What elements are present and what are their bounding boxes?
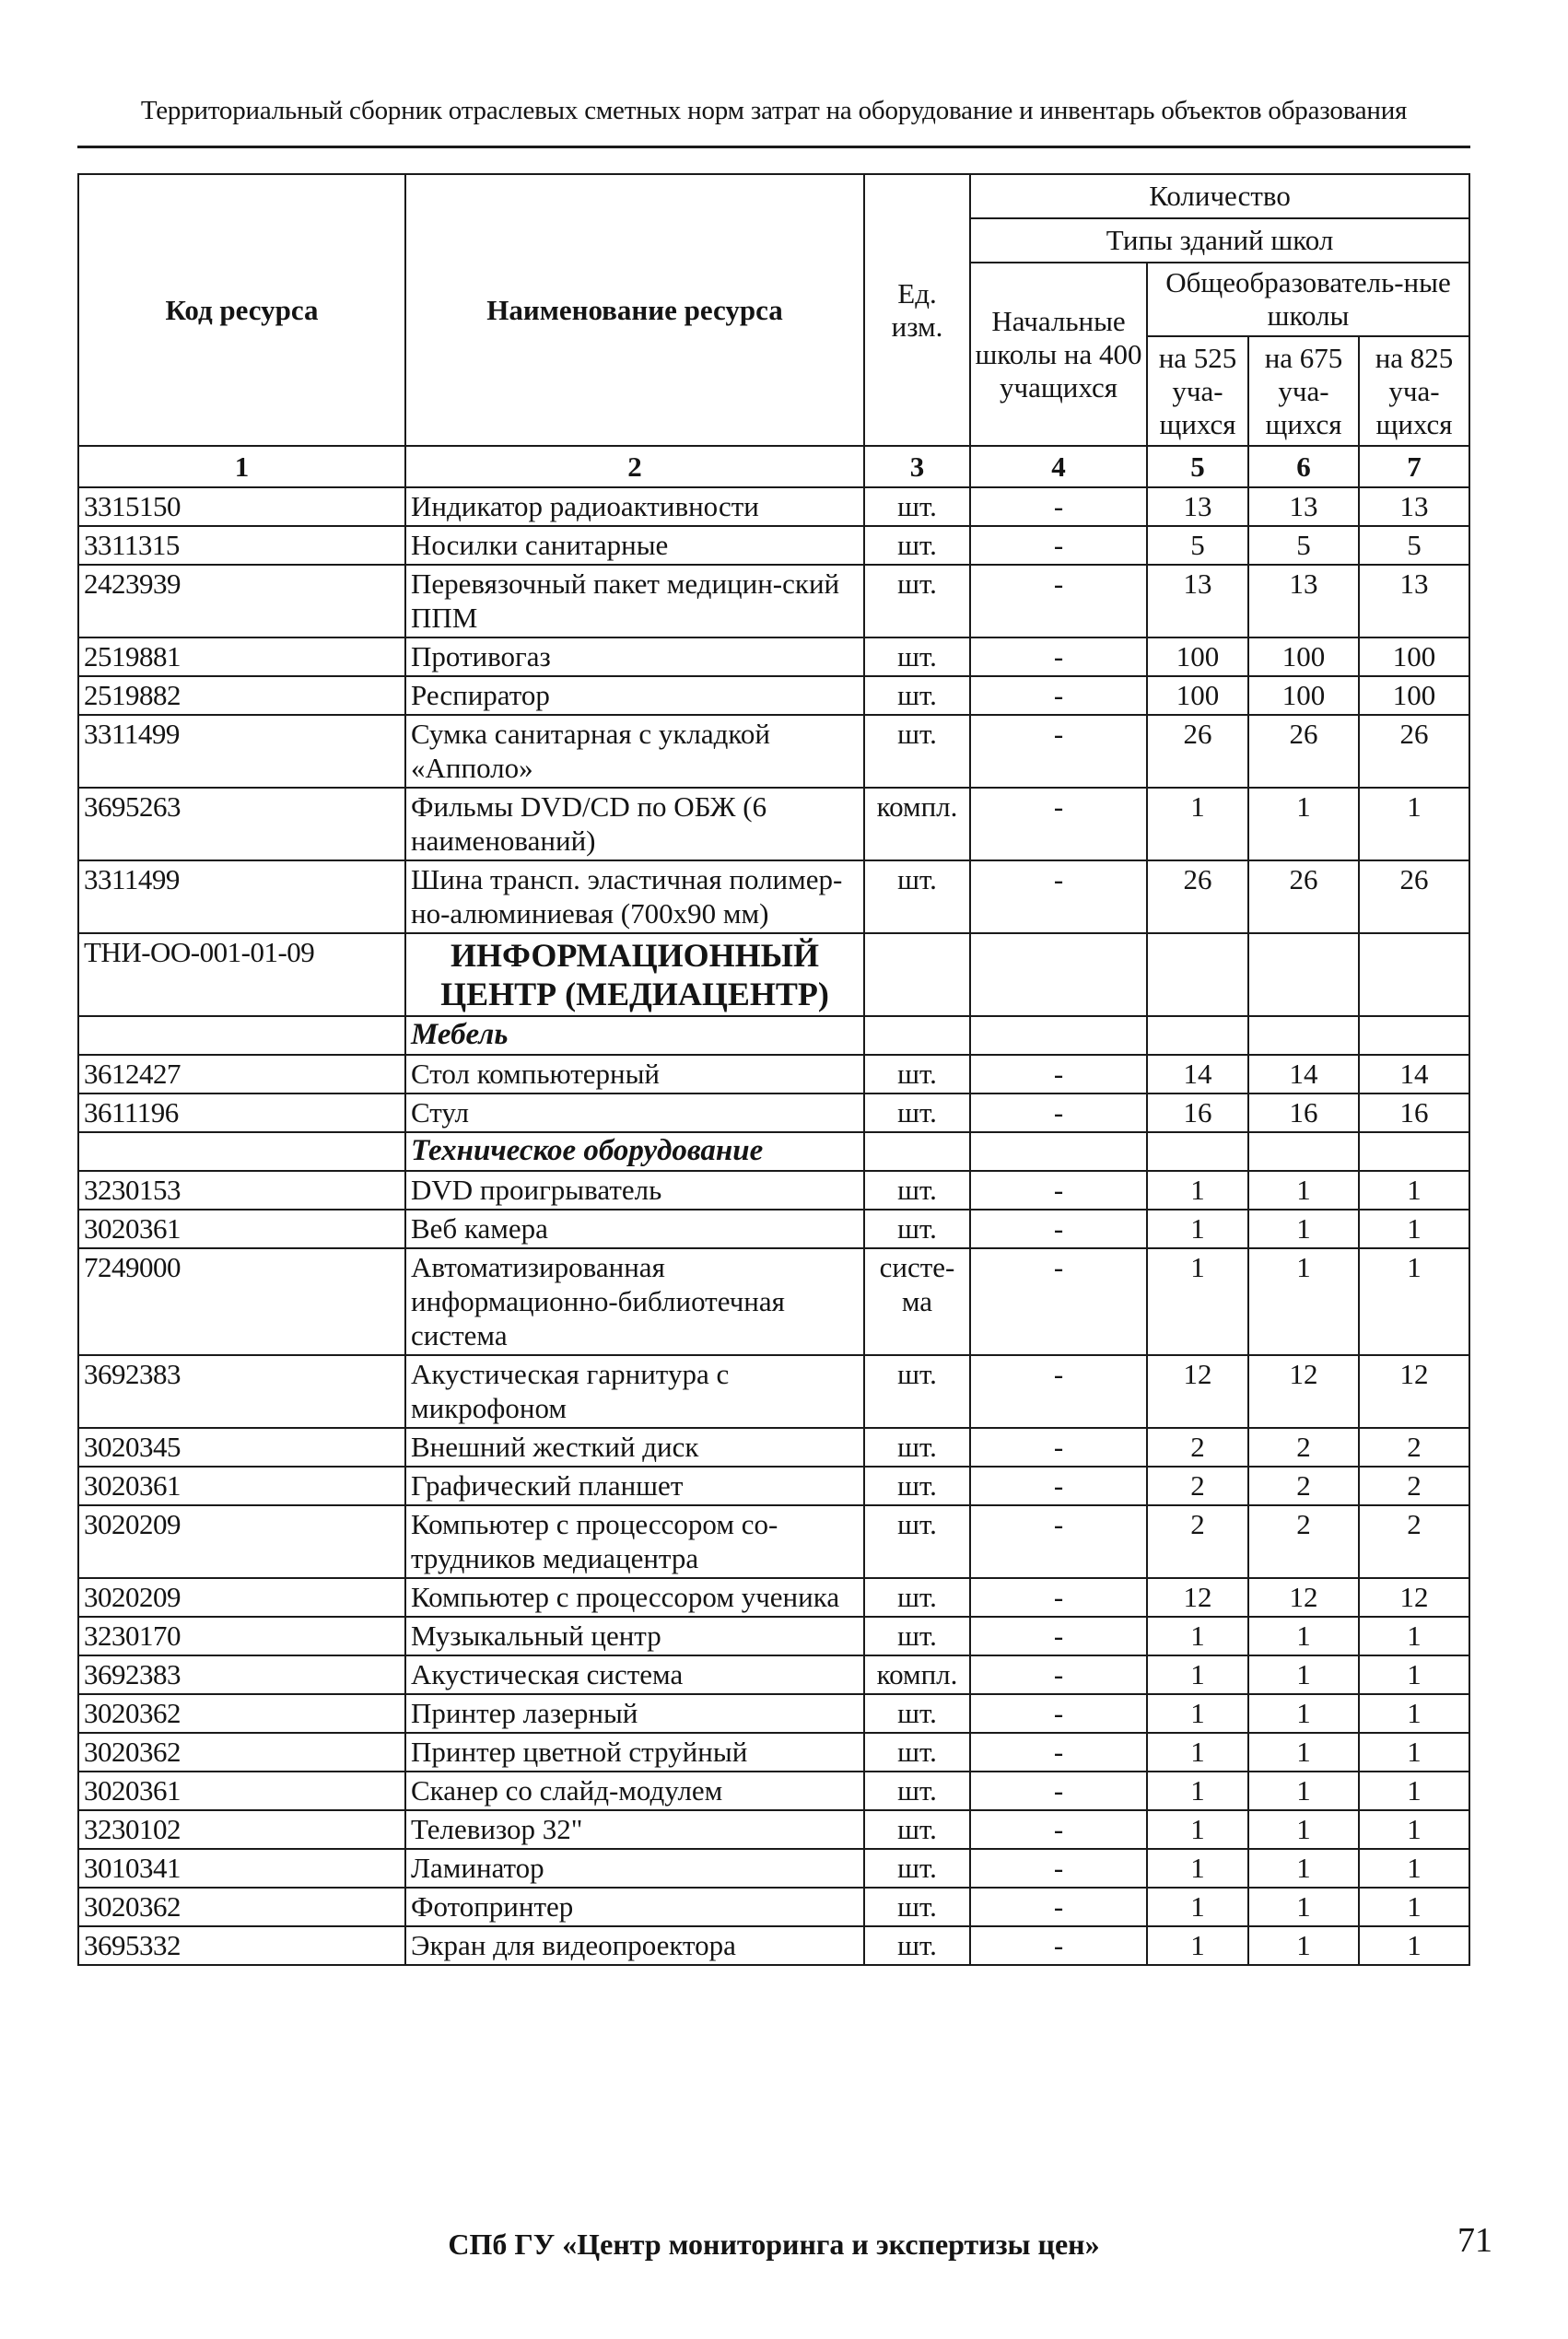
resource-name: Фотопринтер: [405, 1888, 864, 1926]
unit-cell: систе-ма: [864, 1248, 970, 1355]
table-row: [78, 1810, 1469, 1849]
table-row: [78, 1248, 1469, 1355]
qty-675: 14: [1248, 1055, 1359, 1093]
qty-primary-400: -: [970, 487, 1147, 526]
qty-primary-400: -: [970, 1093, 1147, 1132]
resource-name: DVD проигрыватель: [405, 1171, 864, 1210]
qty-primary-400: -: [970, 1694, 1147, 1733]
table-body: [78, 446, 1469, 1965]
qty-primary-400: -: [970, 788, 1147, 860]
qty-525: 1: [1147, 788, 1248, 860]
qty-525: 1: [1147, 1733, 1248, 1772]
unit-cell: компл.: [864, 788, 970, 860]
unit-cell: шт.: [864, 565, 970, 637]
empty-cell: [1147, 1016, 1248, 1055]
resource-code: 3311499: [78, 715, 405, 788]
qty-675: 2: [1248, 1467, 1359, 1505]
resource-name: Телевизор 32": [405, 1810, 864, 1849]
qty-825: 1: [1359, 1210, 1469, 1248]
qty-525: 12: [1147, 1355, 1248, 1428]
qty-primary-400: -: [970, 1355, 1147, 1428]
resource-code: 3230153: [78, 1171, 405, 1210]
unit-cell: шт.: [864, 526, 970, 565]
unit-cell: шт.: [864, 860, 970, 933]
column-number: 7: [1359, 446, 1469, 487]
qty-525: 1: [1147, 1210, 1248, 1248]
column-number: 4: [970, 446, 1147, 487]
qty-primary-400: -: [970, 1810, 1147, 1849]
running-header: Территориальный сборник отраслевых сметных норм затрат на оборудование и инвентарь объектов образования: [140, 96, 1408, 125]
subsection-row: [78, 1132, 1469, 1171]
header-code: Код ресурса: [78, 174, 405, 446]
resource-code: 3611196: [78, 1093, 405, 1132]
table-row: [78, 1849, 1469, 1888]
resource-table: [77, 173, 1470, 1966]
qty-primary-400: -: [970, 676, 1147, 715]
unit-cell: шт.: [864, 1093, 970, 1132]
subsection-title: Техническое оборудование: [405, 1132, 864, 1171]
qty-825: 2: [1359, 1428, 1469, 1467]
qty-825: 1: [1359, 1655, 1469, 1694]
qty-675: 1: [1248, 1810, 1359, 1849]
resource-code: 3230102: [78, 1810, 405, 1849]
unit-cell: шт.: [864, 1810, 970, 1849]
table-row: [78, 526, 1469, 565]
qty-825: 13: [1359, 565, 1469, 637]
table-row: [78, 1055, 1469, 1093]
resource-name: Автоматизированная информационно-библиотечная система: [405, 1248, 864, 1355]
qty-525: 13: [1147, 487, 1248, 526]
table-row: [78, 860, 1469, 933]
table-row: [78, 788, 1469, 860]
header-rule: [77, 146, 1470, 148]
qty-primary-400: -: [970, 1467, 1147, 1505]
resource-code: 3311315: [78, 526, 405, 565]
resource-name: Компьютер с процессором со-трудников медиацентра: [405, 1505, 864, 1578]
unit-cell: шт.: [864, 1171, 970, 1210]
qty-675: 1: [1248, 1694, 1359, 1733]
empty-cell: [1147, 933, 1248, 1016]
qty-675: 1: [1248, 1772, 1359, 1810]
qty-525: 1: [1147, 1248, 1248, 1355]
qty-825: 12: [1359, 1355, 1469, 1428]
qty-525: 1: [1147, 1926, 1248, 1965]
qty-primary-400: -: [970, 1505, 1147, 1578]
table-row: [78, 1578, 1469, 1617]
qty-675: 1: [1248, 1733, 1359, 1772]
resource-code: 3695263: [78, 788, 405, 860]
unit-cell: шт.: [864, 1055, 970, 1093]
qty-675: 1: [1248, 1849, 1359, 1888]
table-row: [78, 565, 1469, 637]
qty-primary-400: -: [970, 1849, 1147, 1888]
table-row: [78, 637, 1469, 676]
table-row: [78, 1888, 1469, 1926]
resource-name: Веб камера: [405, 1210, 864, 1248]
column-number-row: [78, 446, 1469, 487]
qty-primary-400: -: [970, 1578, 1147, 1617]
unit-cell: шт.: [864, 1467, 970, 1505]
resource-code: 3315150: [78, 487, 405, 526]
qty-825: 1: [1359, 1888, 1469, 1926]
qty-675: 26: [1248, 860, 1359, 933]
resource-name: Экран для видеопроектора: [405, 1926, 864, 1965]
subsection-title: Мебель: [405, 1016, 864, 1055]
header-quantity: Количество: [970, 174, 1469, 218]
qty-525: 1: [1147, 1617, 1248, 1655]
resource-code: 3692383: [78, 1355, 405, 1428]
qty-675: 1: [1248, 788, 1359, 860]
qty-primary-400: -: [970, 1210, 1147, 1248]
table-header: [78, 174, 1469, 446]
qty-primary-400: -: [970, 1733, 1147, 1772]
qty-825: 1: [1359, 1694, 1469, 1733]
qty-primary-400: -: [970, 715, 1147, 788]
column-number: 5: [1147, 446, 1248, 487]
qty-primary-400: -: [970, 1428, 1147, 1467]
qty-primary-400: -: [970, 1171, 1147, 1210]
column-number: 6: [1248, 446, 1359, 487]
qty-525: 1: [1147, 1810, 1248, 1849]
header-825: на 825 уча-щихся: [1359, 336, 1469, 446]
table-row: [78, 1093, 1469, 1132]
resource-code: 3020361: [78, 1467, 405, 1505]
page-number: 71: [1457, 2221, 1492, 2260]
resource-name: Внешний жесткий диск: [405, 1428, 864, 1467]
qty-675: 2: [1248, 1505, 1359, 1578]
resource-code: 3020362: [78, 1694, 405, 1733]
table-row: [78, 1733, 1469, 1772]
qty-675: 5: [1248, 526, 1359, 565]
empty-cell: [864, 1132, 970, 1171]
resource-code: 3311499: [78, 860, 405, 933]
qty-675: 16: [1248, 1093, 1359, 1132]
resource-name: Индикатор радиоактивности: [405, 487, 864, 526]
qty-675: 13: [1248, 487, 1359, 526]
qty-525: 2: [1147, 1428, 1248, 1467]
unit-cell: шт.: [864, 1926, 970, 1965]
unit-cell: шт.: [864, 1505, 970, 1578]
empty-cell: [1248, 1132, 1359, 1171]
qty-primary-400: -: [970, 1926, 1147, 1965]
resource-code: 3020362: [78, 1888, 405, 1926]
resource-name: Стул: [405, 1093, 864, 1132]
qty-825: 12: [1359, 1578, 1469, 1617]
qty-primary-400: -: [970, 1617, 1147, 1655]
empty-cell: [864, 933, 970, 1016]
qty-675: 26: [1248, 715, 1359, 788]
footer-organization: СПб ГУ «Центр мониторинга и экспертизы цен»: [448, 2228, 1100, 2261]
resource-name: Акустическая система: [405, 1655, 864, 1694]
resource-code: 3020362: [78, 1733, 405, 1772]
resource-code: 3230170: [78, 1617, 405, 1655]
qty-675: 12: [1248, 1355, 1359, 1428]
unit-cell: шт.: [864, 1578, 970, 1617]
qty-primary-400: -: [970, 1055, 1147, 1093]
resource-name: Сумка санитарная с укладкой «Апполо»: [405, 715, 864, 788]
qty-675: 1: [1248, 1655, 1359, 1694]
qty-675: 2: [1248, 1428, 1359, 1467]
table-row: [78, 1694, 1469, 1733]
resource-code: 2519881: [78, 637, 405, 676]
table-row: [78, 1926, 1469, 1965]
qty-825: 1: [1359, 1849, 1469, 1888]
qty-525: 26: [1147, 715, 1248, 788]
header-525: на 525 уча-щихся: [1147, 336, 1248, 446]
empty-cell: [970, 1132, 1147, 1171]
resource-code: 3020345: [78, 1428, 405, 1467]
resource-name: Ламинатор: [405, 1849, 864, 1888]
resource-name: Компьютер с процессором ученика: [405, 1578, 864, 1617]
table-row: [78, 715, 1469, 788]
unit-cell: шт.: [864, 1355, 970, 1428]
empty-cell: [970, 1016, 1147, 1055]
qty-primary-400: -: [970, 565, 1147, 637]
table-row: [78, 1428, 1469, 1467]
unit-cell: шт.: [864, 1428, 970, 1467]
qty-primary-400: -: [970, 1772, 1147, 1810]
resource-name: Стол компьютерный: [405, 1055, 864, 1093]
table-row: [78, 676, 1469, 715]
table-row: [78, 1505, 1469, 1578]
table-row: [78, 1355, 1469, 1428]
section-row: [78, 933, 1469, 1016]
qty-675: 100: [1248, 637, 1359, 676]
unit-cell: шт.: [864, 1849, 970, 1888]
qty-825: 16: [1359, 1093, 1469, 1132]
table-row: [78, 1210, 1469, 1248]
qty-675: 1: [1248, 1248, 1359, 1355]
qty-primary-400: -: [970, 860, 1147, 933]
unit-cell: шт.: [864, 1694, 970, 1733]
resource-code: 3020361: [78, 1772, 405, 1810]
table-row: [78, 1171, 1469, 1210]
qty-825: 26: [1359, 715, 1469, 788]
qty-825: 100: [1359, 637, 1469, 676]
qty-825: 2: [1359, 1467, 1469, 1505]
unit-cell: шт.: [864, 1210, 970, 1248]
qty-825: 1: [1359, 1617, 1469, 1655]
qty-525: 1: [1147, 1694, 1248, 1733]
resource-name: Принтер лазерный: [405, 1694, 864, 1733]
unit-cell: шт.: [864, 1888, 970, 1926]
resource-code: 3612427: [78, 1055, 405, 1093]
qty-525: 5: [1147, 526, 1248, 565]
resource-code: 3020361: [78, 1210, 405, 1248]
qty-825: 1: [1359, 1926, 1469, 1965]
resource-code: 3010341: [78, 1849, 405, 1888]
qty-825: 1: [1359, 788, 1469, 860]
unit-cell: шт.: [864, 715, 970, 788]
qty-825: 1: [1359, 1810, 1469, 1849]
qty-825: 14: [1359, 1055, 1469, 1093]
resource-code: 3692383: [78, 1655, 405, 1694]
resource-code: 3020209: [78, 1578, 405, 1617]
qty-525: 1: [1147, 1772, 1248, 1810]
qty-primary-400: -: [970, 1655, 1147, 1694]
resource-code: 2519882: [78, 676, 405, 715]
resource-name: Музыкальный центр: [405, 1617, 864, 1655]
header-general-schools: Общеобразователь-ные школы: [1147, 263, 1469, 336]
resource-name: Графический планшет: [405, 1467, 864, 1505]
qty-825: 1: [1359, 1733, 1469, 1772]
empty-cell: [78, 1132, 405, 1171]
unit-cell: шт.: [864, 1733, 970, 1772]
table-row: [78, 487, 1469, 526]
qty-525: 26: [1147, 860, 1248, 933]
empty-cell: [864, 1016, 970, 1055]
qty-525: 12: [1147, 1578, 1248, 1617]
empty-cell: [1359, 1016, 1469, 1055]
qty-825: 1: [1359, 1772, 1469, 1810]
qty-675: 13: [1248, 565, 1359, 637]
resource-name: Носилки санитарные: [405, 526, 864, 565]
qty-primary-400: -: [970, 637, 1147, 676]
qty-525: 1: [1147, 1171, 1248, 1210]
table-row: [78, 1617, 1469, 1655]
header-unit: Ед. изм.: [864, 174, 970, 446]
qty-675: 12: [1248, 1578, 1359, 1617]
resource-name: Противогаз: [405, 637, 864, 676]
resource-name: Респиратор: [405, 676, 864, 715]
qty-825: 5: [1359, 526, 1469, 565]
qty-525: 16: [1147, 1093, 1248, 1132]
qty-675: 1: [1248, 1171, 1359, 1210]
qty-825: 100: [1359, 676, 1469, 715]
qty-primary-400: -: [970, 1248, 1147, 1355]
qty-525: 2: [1147, 1467, 1248, 1505]
empty-cell: [78, 1016, 405, 1055]
column-number: 2: [405, 446, 864, 487]
unit-cell: компл.: [864, 1655, 970, 1694]
header-name: Наименование ресурса: [405, 174, 864, 446]
qty-525: 1: [1147, 1655, 1248, 1694]
resource-name: Перевязочный пакет медицин-ский ППМ: [405, 565, 864, 637]
subsection-row: [78, 1016, 1469, 1055]
qty-525: 13: [1147, 565, 1248, 637]
unit-cell: шт.: [864, 1772, 970, 1810]
resource-code: 2423939: [78, 565, 405, 637]
qty-825: 1: [1359, 1248, 1469, 1355]
empty-cell: [1248, 1016, 1359, 1055]
section-code: ТНИ-ОО-001-01-09: [78, 933, 405, 1016]
empty-cell: [1147, 1132, 1248, 1171]
unit-cell: шт.: [864, 487, 970, 526]
qty-825: 26: [1359, 860, 1469, 933]
resource-name: Принтер цветной струйный: [405, 1733, 864, 1772]
unit-cell: шт.: [864, 637, 970, 676]
qty-primary-400: -: [970, 526, 1147, 565]
qty-525: 1: [1147, 1849, 1248, 1888]
column-number: 3: [864, 446, 970, 487]
resource-name: Сканер со слайд-модулем: [405, 1772, 864, 1810]
qty-525: 1: [1147, 1888, 1248, 1926]
qty-675: 1: [1248, 1888, 1359, 1926]
empty-cell: [1359, 933, 1469, 1016]
header-675: на 675 уча-щихся: [1248, 336, 1359, 446]
resource-code: 7249000: [78, 1248, 405, 1355]
qty-675: 100: [1248, 676, 1359, 715]
resource-name: Акустическая гарнитура с микрофоном: [405, 1355, 864, 1428]
qty-primary-400: -: [970, 1888, 1147, 1926]
section-title: ИНФОРМАЦИОННЫЙ ЦЕНТР (МЕДИАЦЕНТР): [405, 933, 864, 1016]
qty-675: 1: [1248, 1926, 1359, 1965]
qty-825: 1: [1359, 1171, 1469, 1210]
resource-code: 3695332: [78, 1926, 405, 1965]
qty-825: 13: [1359, 487, 1469, 526]
header-primary-schools: Начальные школы на 400 учащихся: [970, 263, 1147, 446]
table-row: [78, 1655, 1469, 1694]
qty-525: 100: [1147, 637, 1248, 676]
table-row: [78, 1467, 1469, 1505]
qty-825: 2: [1359, 1505, 1469, 1578]
qty-525: 2: [1147, 1505, 1248, 1578]
empty-cell: [1359, 1132, 1469, 1171]
unit-cell: шт.: [864, 676, 970, 715]
table-row: [78, 1772, 1469, 1810]
qty-675: 1: [1248, 1617, 1359, 1655]
column-number: 1: [78, 446, 405, 487]
unit-cell: шт.: [864, 1617, 970, 1655]
qty-675: 1: [1248, 1210, 1359, 1248]
resource-name: Фильмы DVD/CD по ОБЖ (6 наименований): [405, 788, 864, 860]
resource-table-container: [77, 173, 1469, 1966]
resource-code: 3020209: [78, 1505, 405, 1578]
resource-name: Шина трансп. эластичная полимер-но-алюминиевая (700х90 мм): [405, 860, 864, 933]
qty-525: 100: [1147, 676, 1248, 715]
qty-525: 14: [1147, 1055, 1248, 1093]
empty-cell: [970, 933, 1147, 1016]
header-building-types: Типы зданий школ: [970, 218, 1469, 263]
empty-cell: [1248, 933, 1359, 1016]
